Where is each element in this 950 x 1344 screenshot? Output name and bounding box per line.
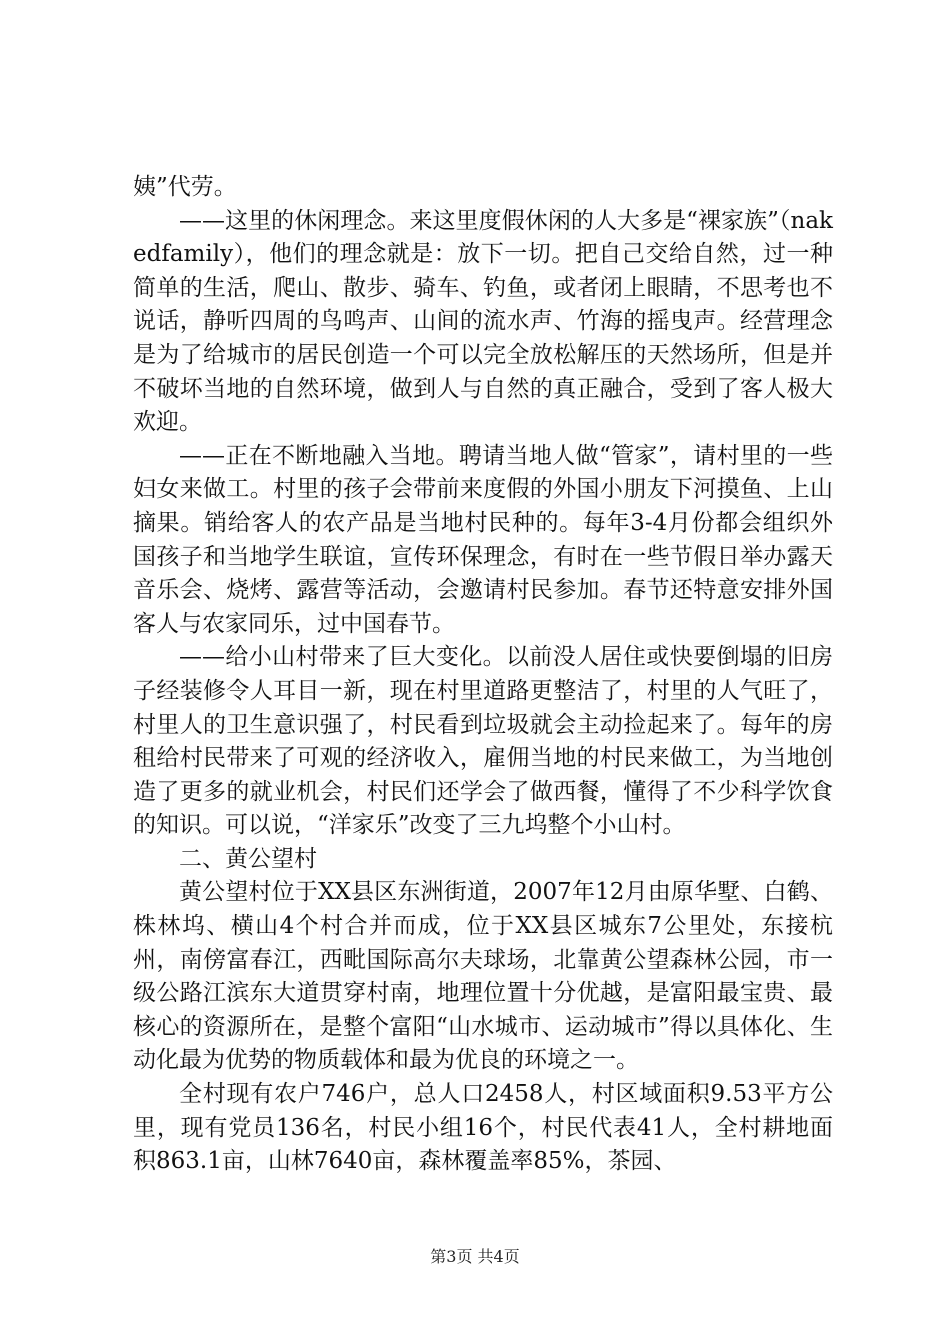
- paragraph-leisure-concept: ——这里的休闲理念。来这里度假休闲的人大多是“裸家族”（nakedfamily），他们的理念就是：放下一切。把自己交给自然，过一种简单的生活，爬山、散步、骑车、钓鱼，或者闭上眼睛，不思考也不说话，静听四周的鸟鸣声、山间的流水声、竹海的摇曳声。经营理念是为了给城市的居民创造一个可以完全放松解压的天然场所，但是并不破坏当地的自然环境，做到人与自然的真正融合，受到了客人极大欢迎。: [133, 207, 833, 436]
- page-number: 第3页 共4页: [430, 1247, 520, 1266]
- paragraph-village-location: 黄公望村位于XX县区东洲街道，2007年12月由原华墅、白鹤、株林坞、横山4个村合并而成，位于XX县区城东7公里处，东接杭州，南傍富春江，西毗国际高尔夫球场，北靠黄公望森林公园，市一级公路江滨东大道贯穿村南，地理位置十分优越，是富阳最宝贵、最核心的资源所在，是整个富阳“山水城市、运动城市”得以具体化、生动化最为优势的物质载体和最为优良的环境之一。: [133, 879, 833, 1074]
- paragraph-continuation: 姨”代劳。: [133, 174, 237, 200]
- document-body: [133, 171, 833, 1179]
- paragraph-village-change: ——给小山村带来了巨大变化。以前没人居住或快要倒塌的旧房子经装修令人耳目一新，现在村里道路更整洁了，村里的人气旺了，村里人的卫生意识强了，村民看到垃圾就会主动捡起来了。每年的房租给村民带来了可观的经济收入，雇佣当地的村民来做工，为当地创造了更多的就业机会，村民们还学会了做西餐，懂得了不少科学饮食的知识。可以说，“洋家乐”改变了三九坞整个小山村。: [133, 644, 833, 839]
- section-heading: 二、黄公望村: [179, 845, 317, 872]
- paragraph-local-integration: ——正在不断地融入当地。聘请当地人做“管家”，请村里的一些妇女来做工。村里的孩子会带前来度假的外国小朋友下河摸鱼、上山摘果。销给客人的农产品是当地村民种的。每年3-4月份都会组织外国孩子和当地学生联谊，宣传环保理念，有时在一些节假日举办露天音乐会、烧烤、露营等活动，会邀请村民参加。春节还特意安排外国客人与农家同乐，过中国春节。: [133, 442, 833, 637]
- paragraph-village-statistics: 全村现有农户746户，总人口2458人，村区域面积9.53平方公里，现有党员136名，村民小组16个，村民代表41人，全村耕地面积863.1亩，山林7640亩，森林覆盖率85%，茶园、: [133, 1081, 833, 1175]
- page-footer: [0, 1247, 950, 1267]
